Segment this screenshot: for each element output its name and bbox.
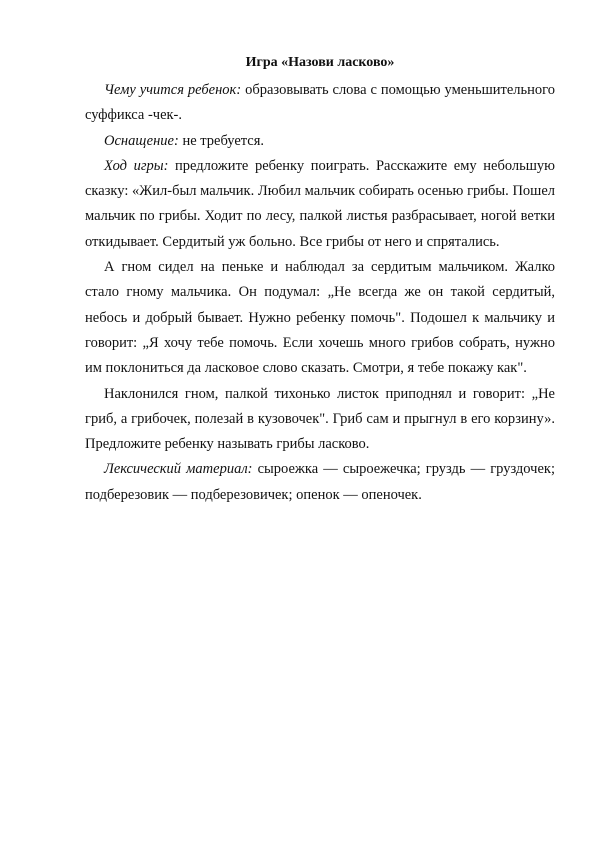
text-learning-goal: образовывать слова с помощью уменьшительного суффикса -чек-. (85, 82, 555, 124)
paragraph-equipment (85, 129, 555, 154)
label-vocabulary: Лексический материал: (104, 461, 253, 478)
text-story-ending: Наклонился гном, палкой тихонько листок приподнял и говорит: „Не гриб, а грибочек, полезай в кузовочек". Гриб сам и прыгнул в его корзину». Предложите ребенку называть грибы ласково. (85, 385, 555, 453)
paragraph-learning-goal (85, 78, 555, 129)
paragraph-vocabulary (85, 457, 555, 508)
paragraph-game-process (85, 154, 555, 255)
document-page (85, 53, 555, 508)
paragraph-story-ending (85, 382, 555, 458)
label-game-process: Ход игры: (104, 157, 169, 174)
label-equipment: Оснащение: (104, 132, 179, 149)
text-story-gnome: А гном сидел на пеньке и наблюдал за сердитым мальчиком. Жалко стало гному мальчика. Он подумал: „Не всегда же он такой сердитый, небось и добрый бывает. Нужно ребенку помочь". Подошел к мальчику и говорит: „Я хочу тебе помочь. Если хочешь много грибов собрать, нужно им поклониться да ласковое слово сказать. Смотри, я тебе покажу как". (85, 259, 555, 377)
label-learning-goal: Чему учится ребенок: (104, 82, 242, 98)
page-title: Игра «Назови ласково» (245, 55, 395, 70)
text-equipment: не требуется. (178, 132, 265, 149)
paragraph-story-gnome (85, 255, 555, 381)
text-game-process: предложите ребенку поиграть. Расскажите ему небольшую сказку: «Жил-был мальчик. Любил мальчик собирать осенью грибы. Пошел мальчик по грибы. Ходит по лесу, палкой листья разбрасывает, ногой ветки откидывает. Сердитый уж больно. Все грибы от него и спрятались. (85, 157, 555, 250)
text-vocabulary: сыроежка — сыроежечка; груздь — груздочек; подберезовик — подберезовичек; опенок — опеночек. (85, 461, 555, 503)
